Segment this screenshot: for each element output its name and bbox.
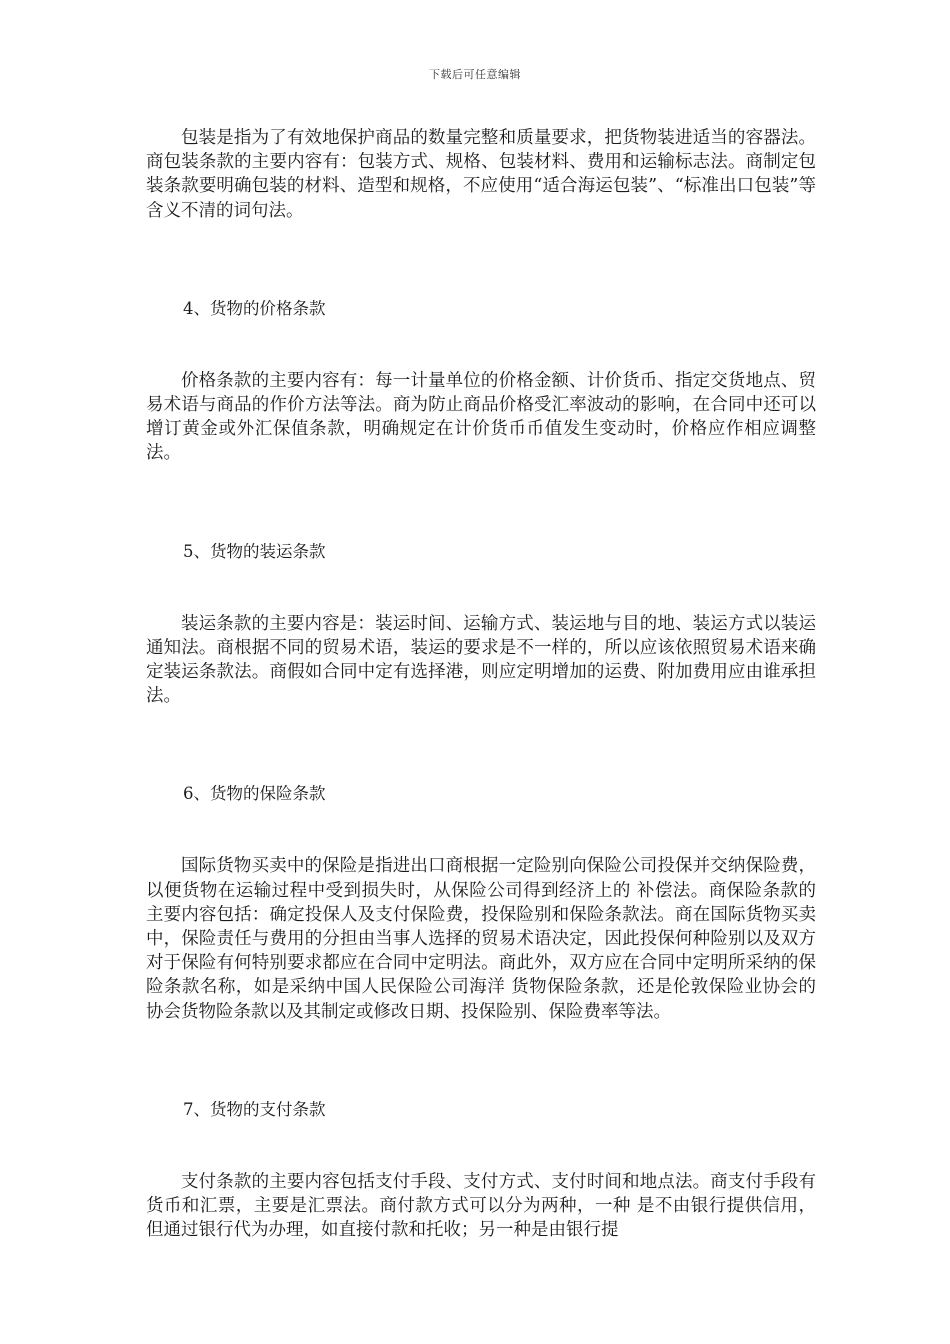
- spacer: [146, 466, 816, 540]
- shipment-clause-heading: 5、货物的装运条款: [183, 541, 326, 561]
- spacer: [146, 564, 816, 612]
- insurance-clause-paragraph: 国际货物买卖中的保险是指进出口商根据一定险别向保险公司投保并交纳保险费，以便货物在运输过程中受到损失时，从保险公司得到经济上的 补偿法。商保险条款的主要内容包括：确定投保人及支付保险费，投保险别和保险条款法。商在国际货物买卖中，保险责任与费用的分担由当事人选择的贸易术语决定，因此投保何种险别以及双方对于保险有何特别要求都应在合同中定明法。商此外，双方应在合同中定明所采纳的保险条款名称，如是采纳中国人民保险公司海洋 货物保险条款，还是伦敦保险业协会的协会货物险条款以及其制定或修改日期、投保险别、保险费率等法。: [146, 856, 816, 1022]
- spacer: [146, 1122, 816, 1170]
- shipment-clause-paragraph: 装运条款的主要内容是：装运时间、运输方式、装运地与目的地、装运方式以装运通知法。商根据不同的贸易术语，装运的要求是不一样的，所以应该依照贸易术语来确定装运条款法。商假如合同中定有选择港，则应定明增加的运费、附加费用应由谁承担法。: [146, 613, 816, 707]
- spacer: [146, 708, 816, 782]
- price-clause-paragraph: 价格条款的主要内容有：每一计量单位的价格金额、计价货币、指定交货地点、贸易术语与商品的作价方法等法。商为防止商品价格受汇率波动的影响，在合同中还可以增订黄金或外汇保值条款，明确规定在计价货币币值发生变动时，价格应作相应调整法。: [146, 370, 816, 464]
- document-body: [146, 126, 816, 1242]
- payment-clause-paragraph: 支付条款的主要内容包括支付手段、支付方式、支付时间和地点法。商支付手段有货币和汇票，主要是汇票法。商付款方式可以分为两种，一种 是不由银行提供信用，但通过银行代为办理，如直接付款和托收；另一种是由银行提: [146, 1171, 816, 1241]
- spacer: [146, 321, 816, 369]
- spacer: [146, 806, 816, 854]
- insurance-clause-heading: 6、货物的保险条款: [183, 784, 326, 804]
- spacer: [146, 1024, 816, 1098]
- packaging-clause-paragraph: 包装是指为了有效地保护商品的数量完整和质量要求，把货物装进适当的容器法。商包装条款的主要内容有：包装方式、规格、包装材料、费用和运输标志法。商制定包装条款要明确包装的材料、造型和规格，不应使用“适合海运包装”、“标准出口包装”等含义不清的词句法。: [146, 128, 816, 221]
- price-clause-heading: 4、货物的价格条款: [183, 298, 326, 318]
- page-header: 下载后可任意编辑: [429, 68, 521, 81]
- payment-clause-heading: 7、货物的支付条款: [183, 1099, 326, 1119]
- spacer: [146, 223, 816, 297]
